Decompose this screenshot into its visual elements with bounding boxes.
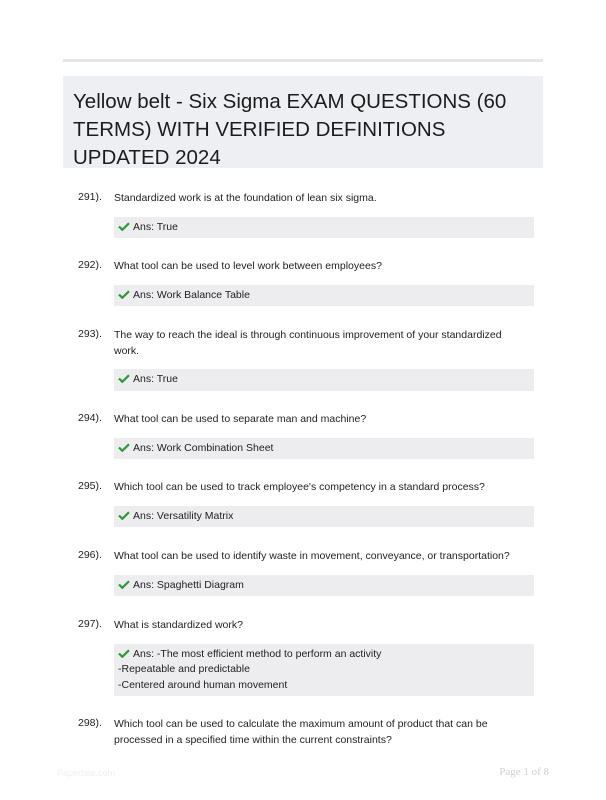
- answer-line: Ans: Spaghetti Diagram: [133, 578, 244, 591]
- answer-box: [114, 506, 534, 528]
- answer-box: [114, 575, 534, 597]
- top-divider: [63, 59, 543, 62]
- check-icon: [118, 222, 130, 231]
- question-number: 298).: [78, 717, 102, 729]
- answer-line: Ans: True: [133, 220, 178, 233]
- answer-box: [114, 217, 534, 239]
- answer-line: Ans: Versatility Matrix: [133, 509, 234, 522]
- question-item: [0, 412, 606, 480]
- answer-box: [114, 285, 534, 307]
- question-item: [0, 480, 606, 549]
- question-number: 293).: [78, 328, 102, 340]
- question-text: What is standardized work?: [114, 619, 243, 631]
- answer-box: [114, 369, 534, 391]
- title-banner: [63, 76, 543, 168]
- check-icon: [118, 290, 130, 299]
- answer-line: -Centered around human movement: [118, 678, 288, 691]
- question-text: What tool can be used to level work between employees?: [114, 260, 382, 272]
- question-text: Which tool can be used to calculate the maximum amount of product that can be processed in a specified time within the current constraints?: [114, 718, 488, 746]
- question-item: [0, 259, 606, 328]
- question-item: [0, 328, 606, 412]
- question-number: 297).: [78, 618, 102, 630]
- question-text: Standardized work is at the foundation of lean six sigma.: [114, 192, 377, 204]
- question-item: [0, 618, 606, 717]
- answer-line: -Repeatable and predictable: [118, 663, 250, 675]
- answer-line: Ans: Work Balance Table: [133, 288, 250, 301]
- page-indicator: Page 1 of 8: [499, 766, 549, 778]
- question-item: [0, 191, 606, 259]
- check-icon: [118, 511, 130, 520]
- answer-line: Ans: Work Combination Sheet: [133, 441, 274, 454]
- answer-box: [114, 438, 534, 460]
- check-icon: [118, 580, 130, 589]
- question-number: 291).: [78, 191, 102, 203]
- check-icon: [118, 374, 130, 383]
- question-list: [0, 191, 606, 748]
- question-text: Which tool can be used to track employee's competency in a standard process?: [114, 481, 485, 493]
- answer-line: Ans: True: [133, 373, 178, 385]
- answer-box: [114, 644, 534, 697]
- question-item: [0, 549, 606, 618]
- footer-watermark: Paperbite.com: [57, 768, 116, 778]
- question-item: [0, 717, 606, 748]
- check-icon: [118, 443, 130, 452]
- question-number: 292).: [78, 259, 102, 271]
- question-text: The way to reach the ideal is through continuous improvement of your standardized work.: [114, 329, 502, 357]
- document-title: Yellow belt - Six Sigma EXAM QUESTIONS (60 TERMS) WITH VERIFIED DEFINITIONS UPDATED 2024: [73, 90, 507, 169]
- question-text: What tool can be used to separate man and machine?: [114, 413, 367, 425]
- answer-line: Ans: -The most efficient method to perform an activity: [133, 647, 382, 660]
- question-number: 296).: [78, 549, 102, 561]
- question-number: 295).: [78, 480, 102, 492]
- question-text: What tool can be used to identify waste in movement, conveyance, or transportation?: [114, 550, 510, 562]
- question-number: 294).: [78, 412, 102, 424]
- check-icon: [118, 649, 130, 658]
